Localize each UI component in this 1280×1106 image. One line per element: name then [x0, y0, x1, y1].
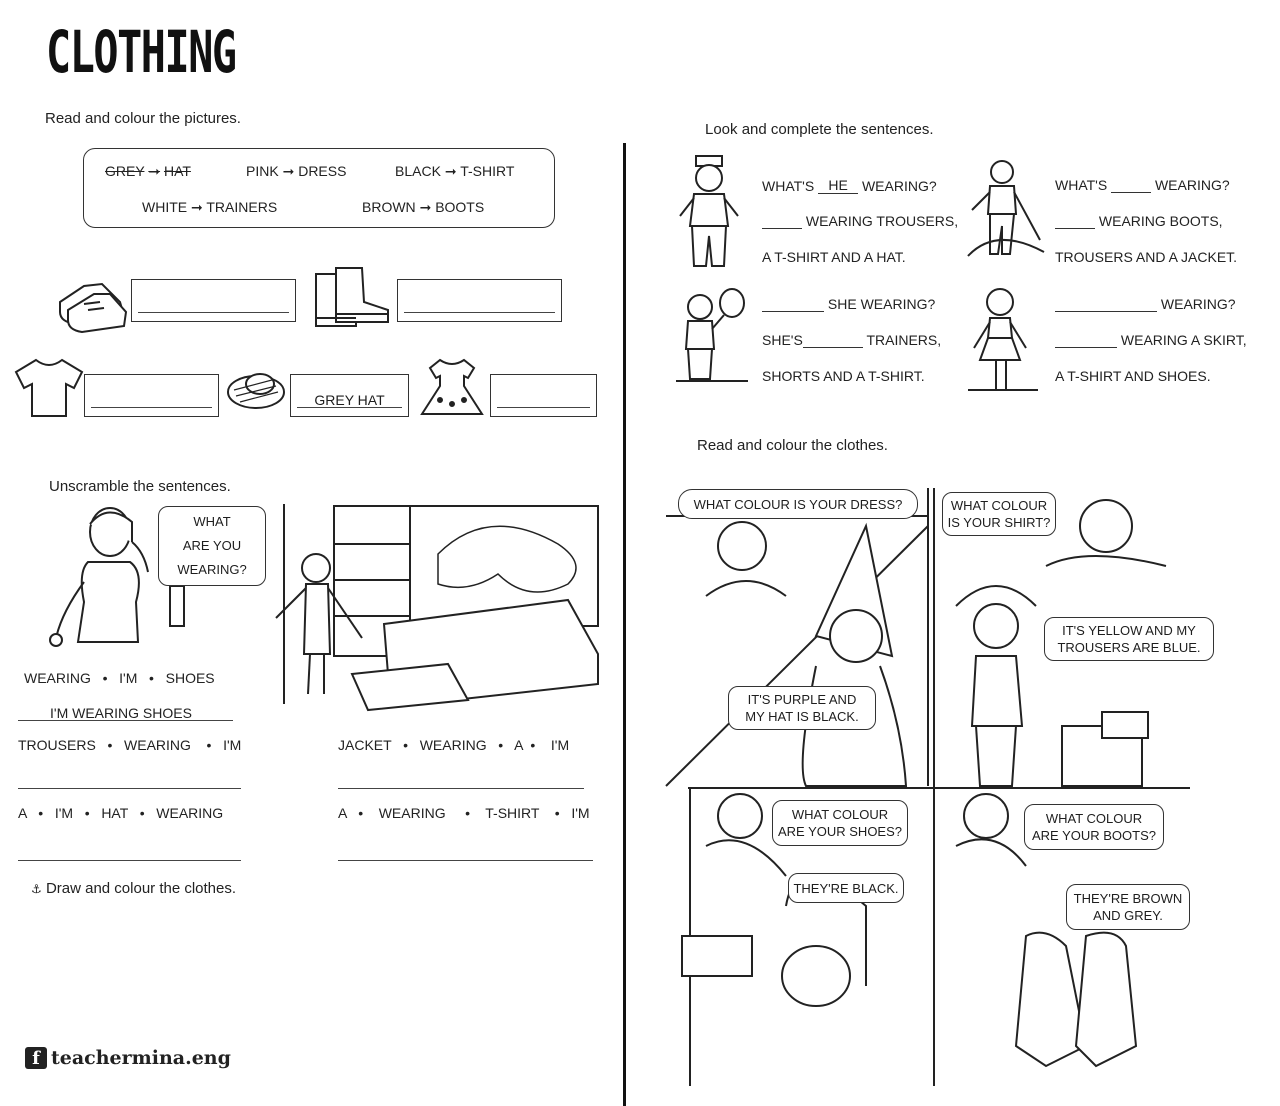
blank-fill[interactable]: HE: [818, 177, 858, 194]
scramble-answer-1[interactable]: I'M WEARING SHOES: [50, 705, 192, 721]
scramble-word: A: [338, 805, 347, 821]
bubble-line: WHAT COLOUR: [950, 498, 1048, 513]
blank-fill[interactable]: [1111, 192, 1151, 193]
instruction-read-colour-pictures: Read and colour the pictures.: [45, 110, 241, 127]
boy-in-hat-illustration: [674, 154, 744, 270]
bubble-line: WHAT COLOUR: [791, 807, 889, 822]
key-item: T-SHIRT: [460, 163, 515, 179]
arrow-icon: ➞: [282, 163, 295, 179]
scramble-word: I'M: [223, 737, 242, 753]
q-boy1-line3: A T-SHIRT AND A HAT.: [762, 249, 906, 265]
girl-in-skirt-illustration: [968, 284, 1038, 396]
key-colour: PINK: [246, 163, 279, 179]
bullet-icon: •: [206, 737, 212, 753]
scramble-word: I'M: [54, 805, 74, 821]
scramble-word: WEARING: [378, 805, 446, 821]
scramble-words-2: [18, 737, 241, 753]
speech-line: ARE YOU: [182, 538, 242, 553]
bullet-icon: •: [465, 805, 470, 821]
key-item: HAT: [163, 163, 191, 179]
key-item: BOOTS: [435, 199, 485, 215]
bubble-line: AND GREY.: [1093, 908, 1163, 923]
text: WEARING?: [1154, 177, 1230, 193]
answer-box-trainers[interactable]: [131, 279, 296, 322]
instruction-look-complete: Look and complete the sentences.: [705, 121, 934, 138]
text: WEARING?: [1160, 296, 1236, 312]
text: WEARING TROUSERS,: [805, 213, 959, 229]
comic-panels-illustration: [666, 486, 1192, 1086]
key-brown-boots: [362, 199, 484, 216]
scramble-word: WEARING: [156, 805, 224, 821]
scramble-word: TROUSERS: [18, 737, 96, 753]
trainers-picture: [54, 272, 128, 334]
bubble-a1: [728, 686, 876, 730]
bullet-icon: •: [102, 670, 108, 686]
bullet-icon: •: [139, 805, 145, 821]
bullet-icon: •: [498, 737, 504, 753]
scramble-words-5: [338, 805, 590, 821]
scramble-word: A: [18, 805, 27, 821]
answer-box-dress[interactable]: [490, 374, 597, 417]
key-item: TRAINERS: [206, 199, 278, 215]
q-girl2-line3: A T-SHIRT AND SHOES.: [1055, 368, 1211, 384]
answer-box-tshirt[interactable]: [84, 374, 219, 417]
answer-line-3[interactable]: [338, 788, 584, 789]
speech-line: WHAT: [193, 514, 231, 529]
instruction-draw-colour: [31, 880, 236, 897]
instruction-unscramble: Unscramble the sentences.: [49, 478, 231, 495]
scramble-word: HAT: [101, 805, 129, 821]
q-girl1-line2: [1055, 213, 1223, 229]
scramble-word: SHOES: [165, 670, 215, 686]
colour-key-box: [83, 148, 555, 228]
scramble-word: WEARING: [24, 670, 91, 686]
blank-fill[interactable]: [762, 311, 824, 312]
bullet-icon: •: [554, 805, 560, 821]
column-divider: [623, 143, 626, 1106]
bubble-line: TROUSERS ARE BLUE.: [1057, 640, 1201, 655]
boots-picture: [312, 266, 392, 330]
dress-picture: [418, 356, 486, 420]
bullet-icon: •: [38, 805, 44, 821]
bubble-line: IS YOUR SHIRT?: [947, 515, 1051, 530]
bullet-icon: •: [84, 805, 90, 821]
bullet-icon: •: [530, 737, 536, 753]
bullet-icon: •: [107, 737, 113, 753]
bubble-q2: [942, 492, 1056, 536]
text: WHAT'S: [762, 178, 815, 194]
key-item: DRESS: [298, 163, 347, 179]
answer-box-boots[interactable]: [397, 279, 562, 322]
q-girl2-line1: [1055, 296, 1236, 312]
bubble-q4: [1024, 804, 1164, 850]
text: WEARING A SKIRT,: [1120, 332, 1247, 348]
text: WEARING BOOTS,: [1098, 213, 1223, 229]
scramble-word: I'M: [119, 670, 138, 686]
footer-logo: [25, 1047, 231, 1069]
answer-text: GREY HAT: [314, 392, 385, 408]
bubble-a2: [1044, 617, 1214, 661]
bubble-q1: WHAT COLOUR IS YOUR DRESS?: [678, 489, 918, 519]
q-girl1-line1: [1055, 177, 1230, 193]
answer-line-5[interactable]: [338, 860, 593, 861]
scramble-words-4: [18, 805, 223, 821]
tshirt-picture: [14, 356, 84, 418]
worksheet-title: CLOTHING: [46, 18, 236, 86]
speech-line: WEARING?: [177, 562, 247, 577]
arrow-icon: ➞: [191, 199, 203, 215]
bullet-icon: •: [149, 670, 154, 686]
key-colour: WHITE: [142, 199, 188, 215]
blank-fill[interactable]: [1055, 228, 1095, 229]
instruction-read-colour-clothes: Read and colour the clothes.: [697, 437, 888, 454]
bubble-line: IT'S YELLOW AND MY: [1062, 623, 1196, 638]
speech-bubble-what-are-you-wearing: [158, 506, 266, 586]
text: SHE'S: [762, 332, 803, 348]
text: WHAT'S: [1055, 177, 1108, 193]
bullet-icon: •: [358, 805, 364, 821]
q-girl2-line2: [1055, 332, 1247, 348]
girl-hiking-illustration: [966, 156, 1046, 264]
hat-picture: [226, 366, 286, 412]
scramble-words-3: [338, 737, 569, 753]
arrow-icon: ➞: [444, 163, 457, 179]
q-boy2-line1: [762, 296, 935, 312]
key-colour: BLACK: [395, 163, 441, 179]
answer-line: [18, 720, 233, 721]
bubble-line: ARE YOUR SHOES?: [777, 824, 903, 839]
scramble-word: A: [514, 737, 523, 753]
scramble-words-1: [24, 670, 215, 686]
key-colour: GREY: [105, 163, 145, 179]
text: TRAINERS,: [866, 332, 942, 348]
answer-line-4[interactable]: [18, 860, 241, 861]
blank-fill[interactable]: [1055, 311, 1157, 312]
scramble-word: I'M: [571, 805, 590, 821]
text: SHE WEARING?: [827, 296, 936, 312]
key-colour: BROWN: [362, 199, 416, 215]
bubble-a3: THEY'RE BLACK.: [788, 873, 904, 903]
bubble-line: THEY'RE BROWN: [1073, 891, 1183, 906]
scramble-word: JACKET: [338, 737, 392, 753]
key-black-tshirt: [395, 163, 514, 180]
bubble-a4: [1066, 884, 1190, 930]
instruction-text: Draw and colour the clothes.: [45, 880, 237, 897]
q-girl1-line3: TROUSERS AND A JACKET.: [1055, 249, 1238, 265]
q-boy2-line3: SHORTS AND A T-SHIRT.: [762, 368, 925, 384]
bubble-line: WHAT COLOUR: [1045, 811, 1143, 826]
anchor-icon: ⚓: [31, 882, 42, 896]
arrow-icon: ➞: [419, 199, 432, 215]
brand-name: teachermina.eng: [51, 1047, 231, 1069]
scramble-word: T-SHIRT: [485, 805, 540, 821]
bubble-line: IT'S PURPLE AND: [747, 692, 857, 707]
arrow-icon: ➞: [148, 163, 161, 179]
bubble-q3: [772, 800, 908, 846]
key-grey-hat: [105, 163, 191, 180]
q-boy1-line2: [762, 213, 958, 229]
text: WEARING?: [861, 178, 937, 194]
boy-tennis-illustration: [676, 287, 748, 387]
answer-box-hat[interactable]: [290, 374, 409, 417]
key-white-trainers: [142, 199, 277, 216]
key-pink-dress: [246, 163, 346, 180]
q-boy1-line1: [762, 177, 937, 194]
girl-bedroom-illustration: [268, 504, 602, 714]
bullet-icon: •: [403, 737, 409, 753]
blank-fill[interactable]: [803, 347, 863, 348]
scramble-word: WEARING: [124, 737, 191, 753]
scramble-word: WEARING: [419, 737, 487, 753]
scramble-word: I'M: [550, 737, 570, 753]
q-boy2-line2: [762, 332, 941, 348]
answer-line-2[interactable]: [18, 788, 241, 789]
bubble-line: MY HAT IS BLACK.: [745, 709, 859, 724]
bubble-line: ARE YOUR BOOTS?: [1031, 828, 1156, 843]
facebook-icon: f: [25, 1047, 47, 1069]
blank-fill[interactable]: [1055, 347, 1117, 348]
blank-fill[interactable]: [762, 228, 802, 229]
